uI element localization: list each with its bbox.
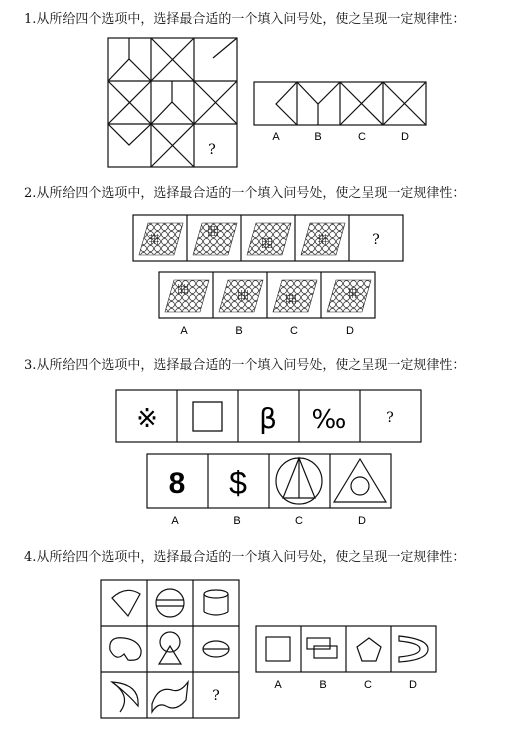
q3-option-a-label: A <box>171 515 179 527</box>
q2-circle-clusters <box>139 223 345 255</box>
q2-option-b-label: B <box>235 325 243 337</box>
q4-option-d-label: D <box>409 679 417 691</box>
q3-option-c-label: C <box>295 515 303 527</box>
q4-option-c-label: C <box>364 679 372 691</box>
q4-options[interactable] <box>256 626 436 672</box>
q2-option-c-label: C <box>290 325 298 337</box>
q2-question-mark: ? <box>372 232 380 248</box>
question-2-title: 2.从所给四个选项中，选择最合适的一个填入问号处，使之呈现一定规律性： <box>24 186 466 201</box>
q2-option-d-label: D <box>346 325 354 337</box>
q4-option-b-label: B <box>319 679 327 691</box>
q4-question-mark: ? <box>212 688 220 704</box>
q3-per-mille-symbol: ‰ <box>311 405 347 435</box>
q1-option-c-label: C <box>358 131 366 143</box>
q3-option-d-label: D <box>358 515 366 527</box>
q4-option-a-label: A <box>274 679 282 691</box>
q2-option-clusters <box>165 280 371 312</box>
q1-grid <box>108 38 237 167</box>
q3-question-mark: ? <box>386 410 394 426</box>
q3-beta-symbol: β <box>259 402 277 435</box>
question-4-title: 4.从所给四个选项中，选择最合适的一个填入问号处，使之呈现一定规律性： <box>24 550 466 565</box>
question-3-title: 3.从所给四个选项中，选择最合适的一个填入问号处，使之呈现一定规律性： <box>24 358 466 373</box>
q1-question-mark: ? <box>208 142 216 158</box>
question-1-title: 1.从所给四个选项中，选择最合适的一个填入问号处，使之呈现一定规律性： <box>24 12 466 27</box>
q3-reference-mark-symbol: ※ <box>136 404 158 434</box>
q3-option-b-label: B <box>233 515 241 527</box>
q1-option-a-label: A <box>272 131 280 143</box>
q1-option-b-label: B <box>314 131 322 143</box>
q1-options[interactable] <box>254 82 426 125</box>
q1-option-d-label: D <box>401 131 409 143</box>
q3-option-b-dollar: $ <box>229 465 247 501</box>
q3-option-a-eight: 8 <box>168 467 186 500</box>
q2-option-a-label: A <box>180 325 188 337</box>
